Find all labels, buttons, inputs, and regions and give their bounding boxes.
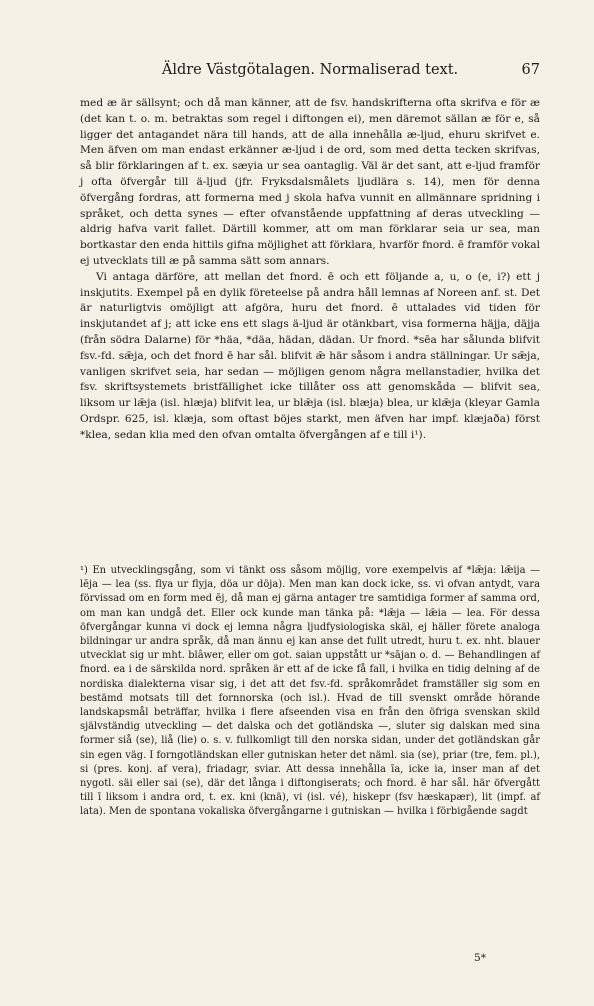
footnote-text: ¹) En utvecklingsgång, som vi tänkt oss såsom möjlig, vore exempelvis af *lǣja: lǣija — lēja — lea (ss. flya ur flyja, döa ur döja). Men man kan dock icke, ss. vi ofvan antydt, vara förvissad om en form med ēj, då man ej gärna antager tre samtidiga former af samma ord, om man kan undgå det. Eller ock kunde man tänka på: *lǣja — lǣia — lea. För dessa öfvergångar kunna vi dock ej lemna några ljudfysiologiska skäl, ej häller förete analoga bildningar ur andra språk, då man ännu ej kan anse det fullt utredt, huru t. ex. nht. blauer utvecklat sig ur mht. blâwer, eller om got. saian uppstått ur *sājan o. d. — Behandlingen af fnord. ea i de särskilda nord. språken är ett af de icke få fall, i hvilka en tidig delning af de nordiska dialekterna visar sig, i det att det fsv.-fd. språkområdet framställer sig som en bestämd motsats till det fornnorska (och isl.). Hvad de till svenskt område hörande landskapsmål beträffar, hvilka i flere afseenden visa en från den öfriga svenskan skild självständig utveckling — det dalska och det gotländska —, sluter sig dalskan med sina former siå (se), liå (lie) o. s. v. fullkomligt till den norska sidan, under det gotländskan går sin egen väg. I forngotländskan eller gutniskan heter det näml. sia (se), priar (tre, fem. pl.), si (pres. konj. af vera), friadagr, sviar. Att dessa innehålla īa, icke ia, inser man af det nygotl. säi eller sai (se), där det långa i diftongiserats; och fnord. ē har sål. här öfvergått till ī liksom i andra ord, t. ex. kni (knä), vi (isl. vé), hiskepr (fsv hæskapær), lit (impf. af lata). Men de spontana vokaliska öfvergångarne i gutniskan — hvilka i förbigående sagdt [80, 565, 540, 818]
running-title: Äldre Västgötalagen. Normaliserad text. [161, 62, 459, 78]
main-text [80, 96, 540, 444]
paragraph: med æ är sällsynt; och då man känner, att de fsv. handskrifterna ofta skrifva e för æ (det kan t. o. m. betraktas som regel i diftongen ei), men däremot sällan æ för e, så ligger det antagandet nära till hands, att de alla innehålla æ-ljud, ehuru skrifvet e. Men äfven om man endast erkänner æ-ljud i de ord, som med detta tecken skrifvas, så blir förklaringen af t. ex. sæyia ur sea oantaglig. Väl är det sant, att e-ljud framför j ofta öfvergår till ä-ljud (jfr. Fryksdalsmålets ljudlära s. 14), men för denna öfvergång fordras, att formerna med j skola hafva vunnit en allmännare spridning i språket, och detta synes — efter ofvanstående uppfattning af deras utveckling — aldrig hafva varit fallet. Därtill kommer, att om man förklarar seia ur sea, man bortkastar den enda hittils gifna möjlighet att förklara, hvarför fnord. ē framför vokal ej utvecklats till æ på samma sätt som annars. [80, 97, 540, 267]
paragraph: Vi antaga därföre, att mellan det fnord. ē och ett följande a, u, o (e, i?) ett j inskjutits. Exempel på en dylik företeelse på andra håll lemnas af Noreen anf. st. Det är naturligtvis omöjligt att afgöra, huru det fnord. ē uttalades vid tiden för inskjutandet af j; att icke ens ett slags ä-ljud är otänkbart, visa formerna häjja, däjja (från södra Dalarne) för *häa, *däa, hädan, dädan. Ur fnord. *sēa har sålunda blifvit fsv.-fd. sǣja, och det fnord ē har sål. blifvit ǣ här såsom i andra ställningar. Ur sǣja, vanligen skrifvet seia, har sedan — möjligen genom några mellanstadier, hvilka det fsv. skriftsystemets bristfällighet icke tillåter oss att genomskåda — blifvit sea, liksom ur lǣja (isl. hlæja) blifvit lea, ur blǣja (isl. blæja) blea, ur klǣja (kleyar Gamla Ordspr. 625, isl. klæja, som oftast böjes starkt, men äfven har impf. klæjaða) först *klea, sedan klia med den ofvan omtalta öfvergången af e till i¹). [80, 270, 540, 441]
signature-mark: 5* [474, 952, 487, 964]
footnote [80, 564, 540, 820]
page-number: 67 [521, 62, 540, 78]
